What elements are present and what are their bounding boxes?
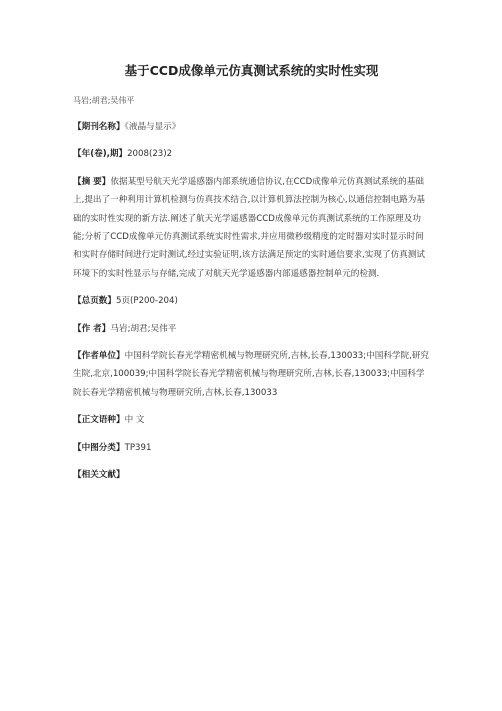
abstract-field: [73, 173, 430, 283]
abstract-text: 依据某型号航天光学遥感器内部系统通信协议,在CCD成像单元仿真测试系统的基础上,提出了一种利用计算机检测与仿真技术结合,以计算机算法控制为核心,以通信控制电路为基础的实时性实现的新方法.阐述了航天光学遥感器CCD成像单元仿真测试系统的工作原理及功能;分析了CCD成像单元仿真测试系统实时性需求,并应用微秒级精度的定时器对实时显示时间和实时存储时间进行定时测试,经过实验证明,该方法满足预定的实时通信要求,实现了仿真测试环境下的实时性显示与存储,完成了对航天光学遥感器内部遥感器控制单元的检测.: [73, 176, 425, 279]
language-value: 中 文: [124, 415, 145, 426]
journal-field: [73, 118, 430, 136]
affiliation-label: 【作者单位】: [73, 351, 125, 362]
year-issue-value: 2008(23)2: [127, 149, 173, 160]
authors-field: [73, 320, 430, 338]
pages-field: [73, 292, 430, 310]
classification-label: 【中图分类】: [73, 442, 125, 453]
journal-value: 《液晶与显示》: [124, 122, 181, 132]
affiliation-field: [73, 347, 430, 402]
related-literature-label: 【相关文献】: [73, 470, 125, 481]
classification-field: [73, 439, 430, 457]
authors-value: 马岩;胡君;吴伟平: [110, 323, 177, 334]
affiliation-value: 中国科学院长春光学精密机械与物理研究所,吉林,长春,130033;中国科学院,研究生院,北京,100039;中国科学院长春光学精密机械与物理研究所,吉林,长春,130033;中国科学院长春光学精密机械与物理研究所,吉林,长春,130033: [73, 351, 430, 398]
journal-label: 【期刊名称】: [73, 122, 125, 132]
year-issue-field: [73, 145, 430, 163]
pages-label: 【总页数】: [73, 296, 116, 307]
document-page: [0, 62, 502, 711]
related-literature-field: [73, 466, 430, 484]
authors-label: 【作 者】: [73, 323, 111, 334]
language-label: 【正文语种】: [73, 415, 125, 426]
classification-value: TP391: [124, 442, 152, 453]
year-issue-label: 【年(卷),期】: [73, 149, 128, 160]
pages-value: 5页(P200-204): [115, 296, 178, 307]
paper-title: 基于CCD成像单元仿真测试系统的实时性实现: [124, 63, 379, 78]
author-line: 马岩;胡君;吴伟平: [73, 96, 135, 105]
abstract-label: 【摘 要】: [73, 176, 111, 187]
language-field: [73, 411, 430, 429]
